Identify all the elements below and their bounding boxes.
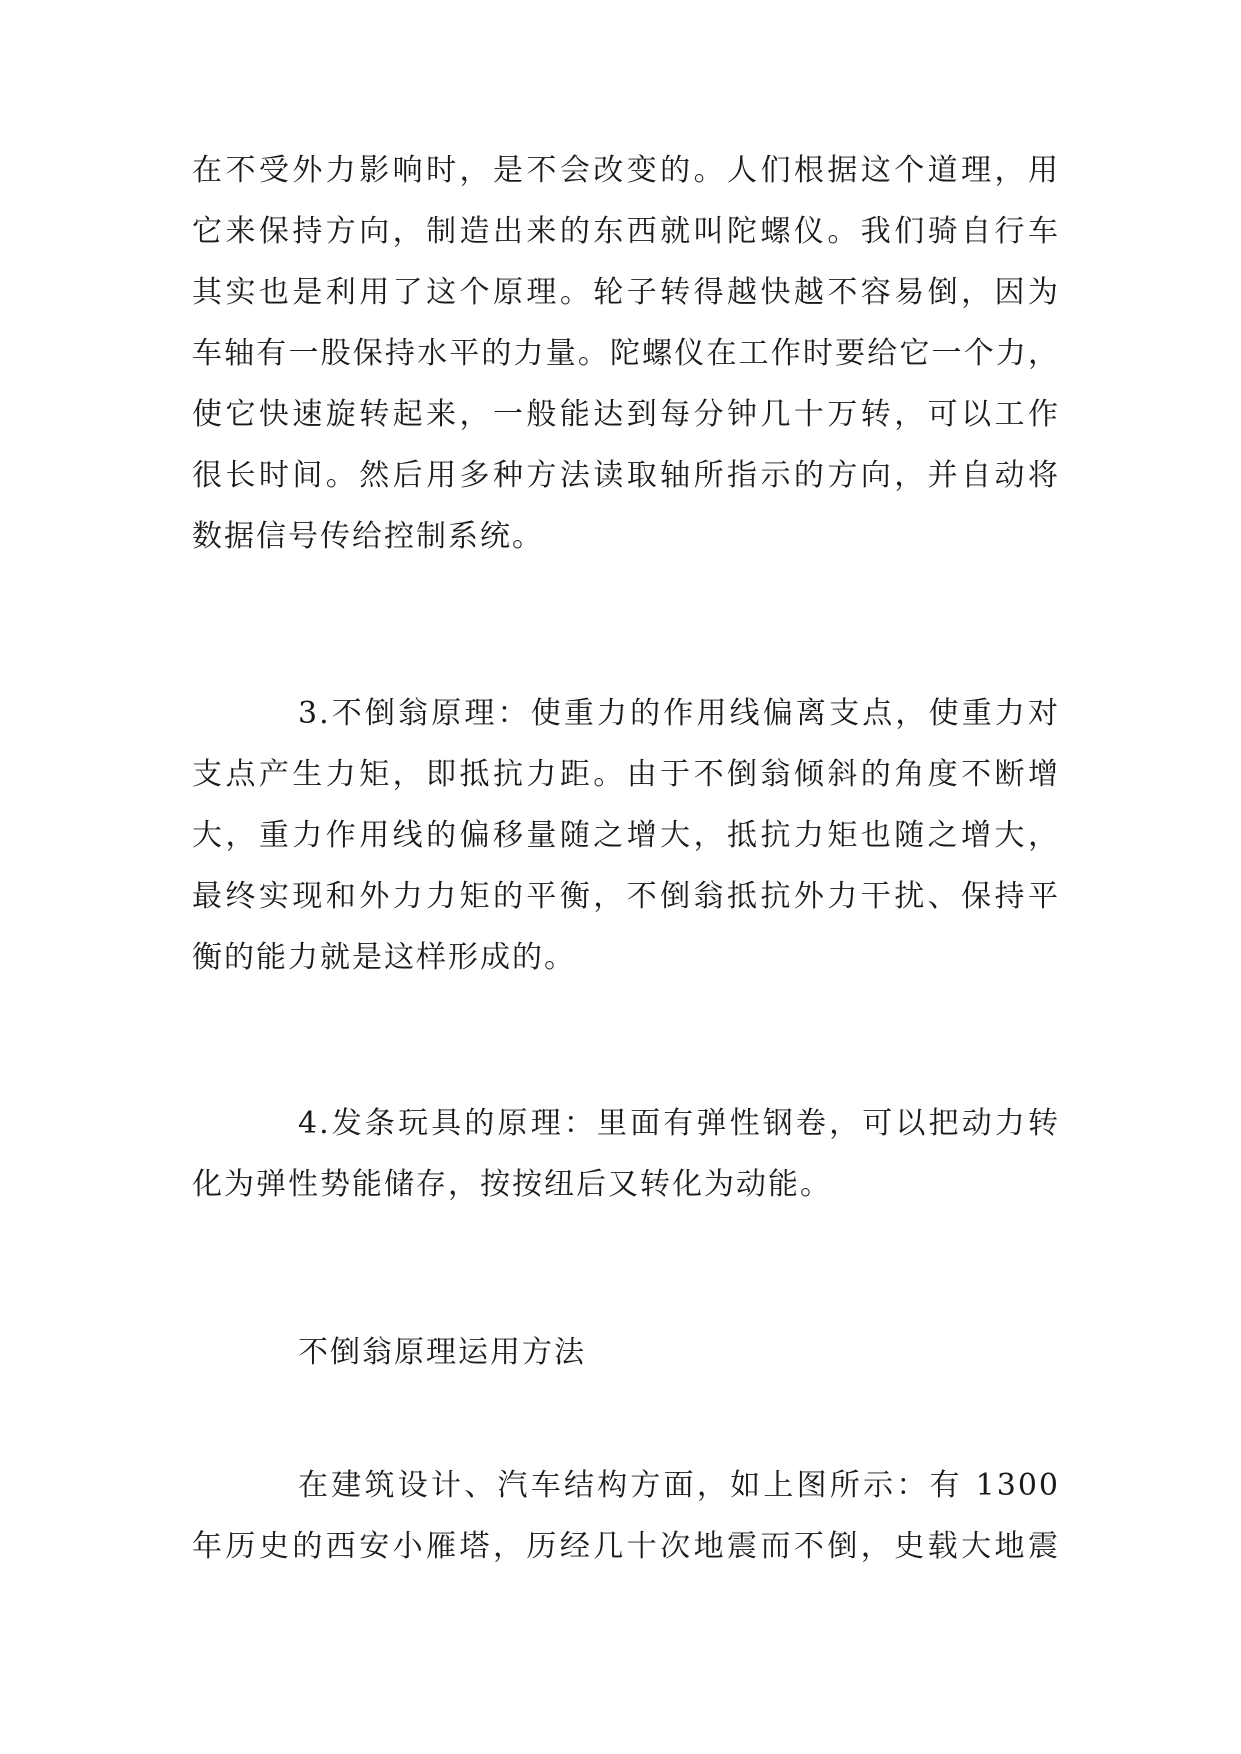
text-line: 大，重力作用线的偏移量随之增大，抵抗力矩也随之增大， xyxy=(192,818,1060,853)
text-line: 它来保持方向，制造出来的东西就叫陀螺仪。我们骑自行车 xyxy=(192,214,1060,249)
text-line: 在建筑设计、汽车结构方面，如上图所示：有 1300 xyxy=(298,1468,1060,1503)
section-heading: 不倒翁原理运用方法 xyxy=(298,1335,586,1370)
text-line: 使它快速旋转起来，一般能达到每分钟几十万转，可以工作 xyxy=(192,397,1060,432)
text-line: 衡的能力就是这样形成的。 xyxy=(192,940,576,975)
text-line: 年历史的西安小雁塔，历经几十次地震而不倒，史载大地震 xyxy=(192,1529,1060,1564)
text-line: 最终实现和外力力矩的平衡，不倒翁抵抗外力干扰、保持平 xyxy=(192,879,1060,914)
text-line: 其实也是利用了这个原理。轮子转得越快越不容易倒，因为 xyxy=(192,275,1060,310)
text-line: 车轴有一股保持水平的力量。陀螺仪在工作时要给它一个力， xyxy=(192,336,1060,371)
text-line: 化为弹性势能储存，按按纽后又转化为动能。 xyxy=(192,1167,832,1202)
text-line: 数据信号传给控制系统。 xyxy=(192,519,544,554)
text-line: 3.不倒翁原理：使重力的作用线偏离支点，使重力对 xyxy=(298,696,1060,731)
paragraph-tumbler-principle xyxy=(192,683,1060,988)
paragraph-clockwork-toy xyxy=(192,1093,1060,1215)
paragraph-gyroscope xyxy=(192,140,1060,567)
text-line: 支点产生力矩，即抵抗力距。由于不倒翁倾斜的角度不断增 xyxy=(192,757,1060,792)
paragraph-applications xyxy=(192,1455,1060,1577)
text-line: 很长时间。然后用多种方法读取轴所指示的方向，并自动将 xyxy=(192,458,1060,493)
text-line: 4.发条玩具的原理：里面有弹性钢卷，可以把动力转 xyxy=(298,1106,1060,1141)
text-line: 在不受外力影响时，是不会改变的。人们根据这个道理，用 xyxy=(192,153,1060,188)
